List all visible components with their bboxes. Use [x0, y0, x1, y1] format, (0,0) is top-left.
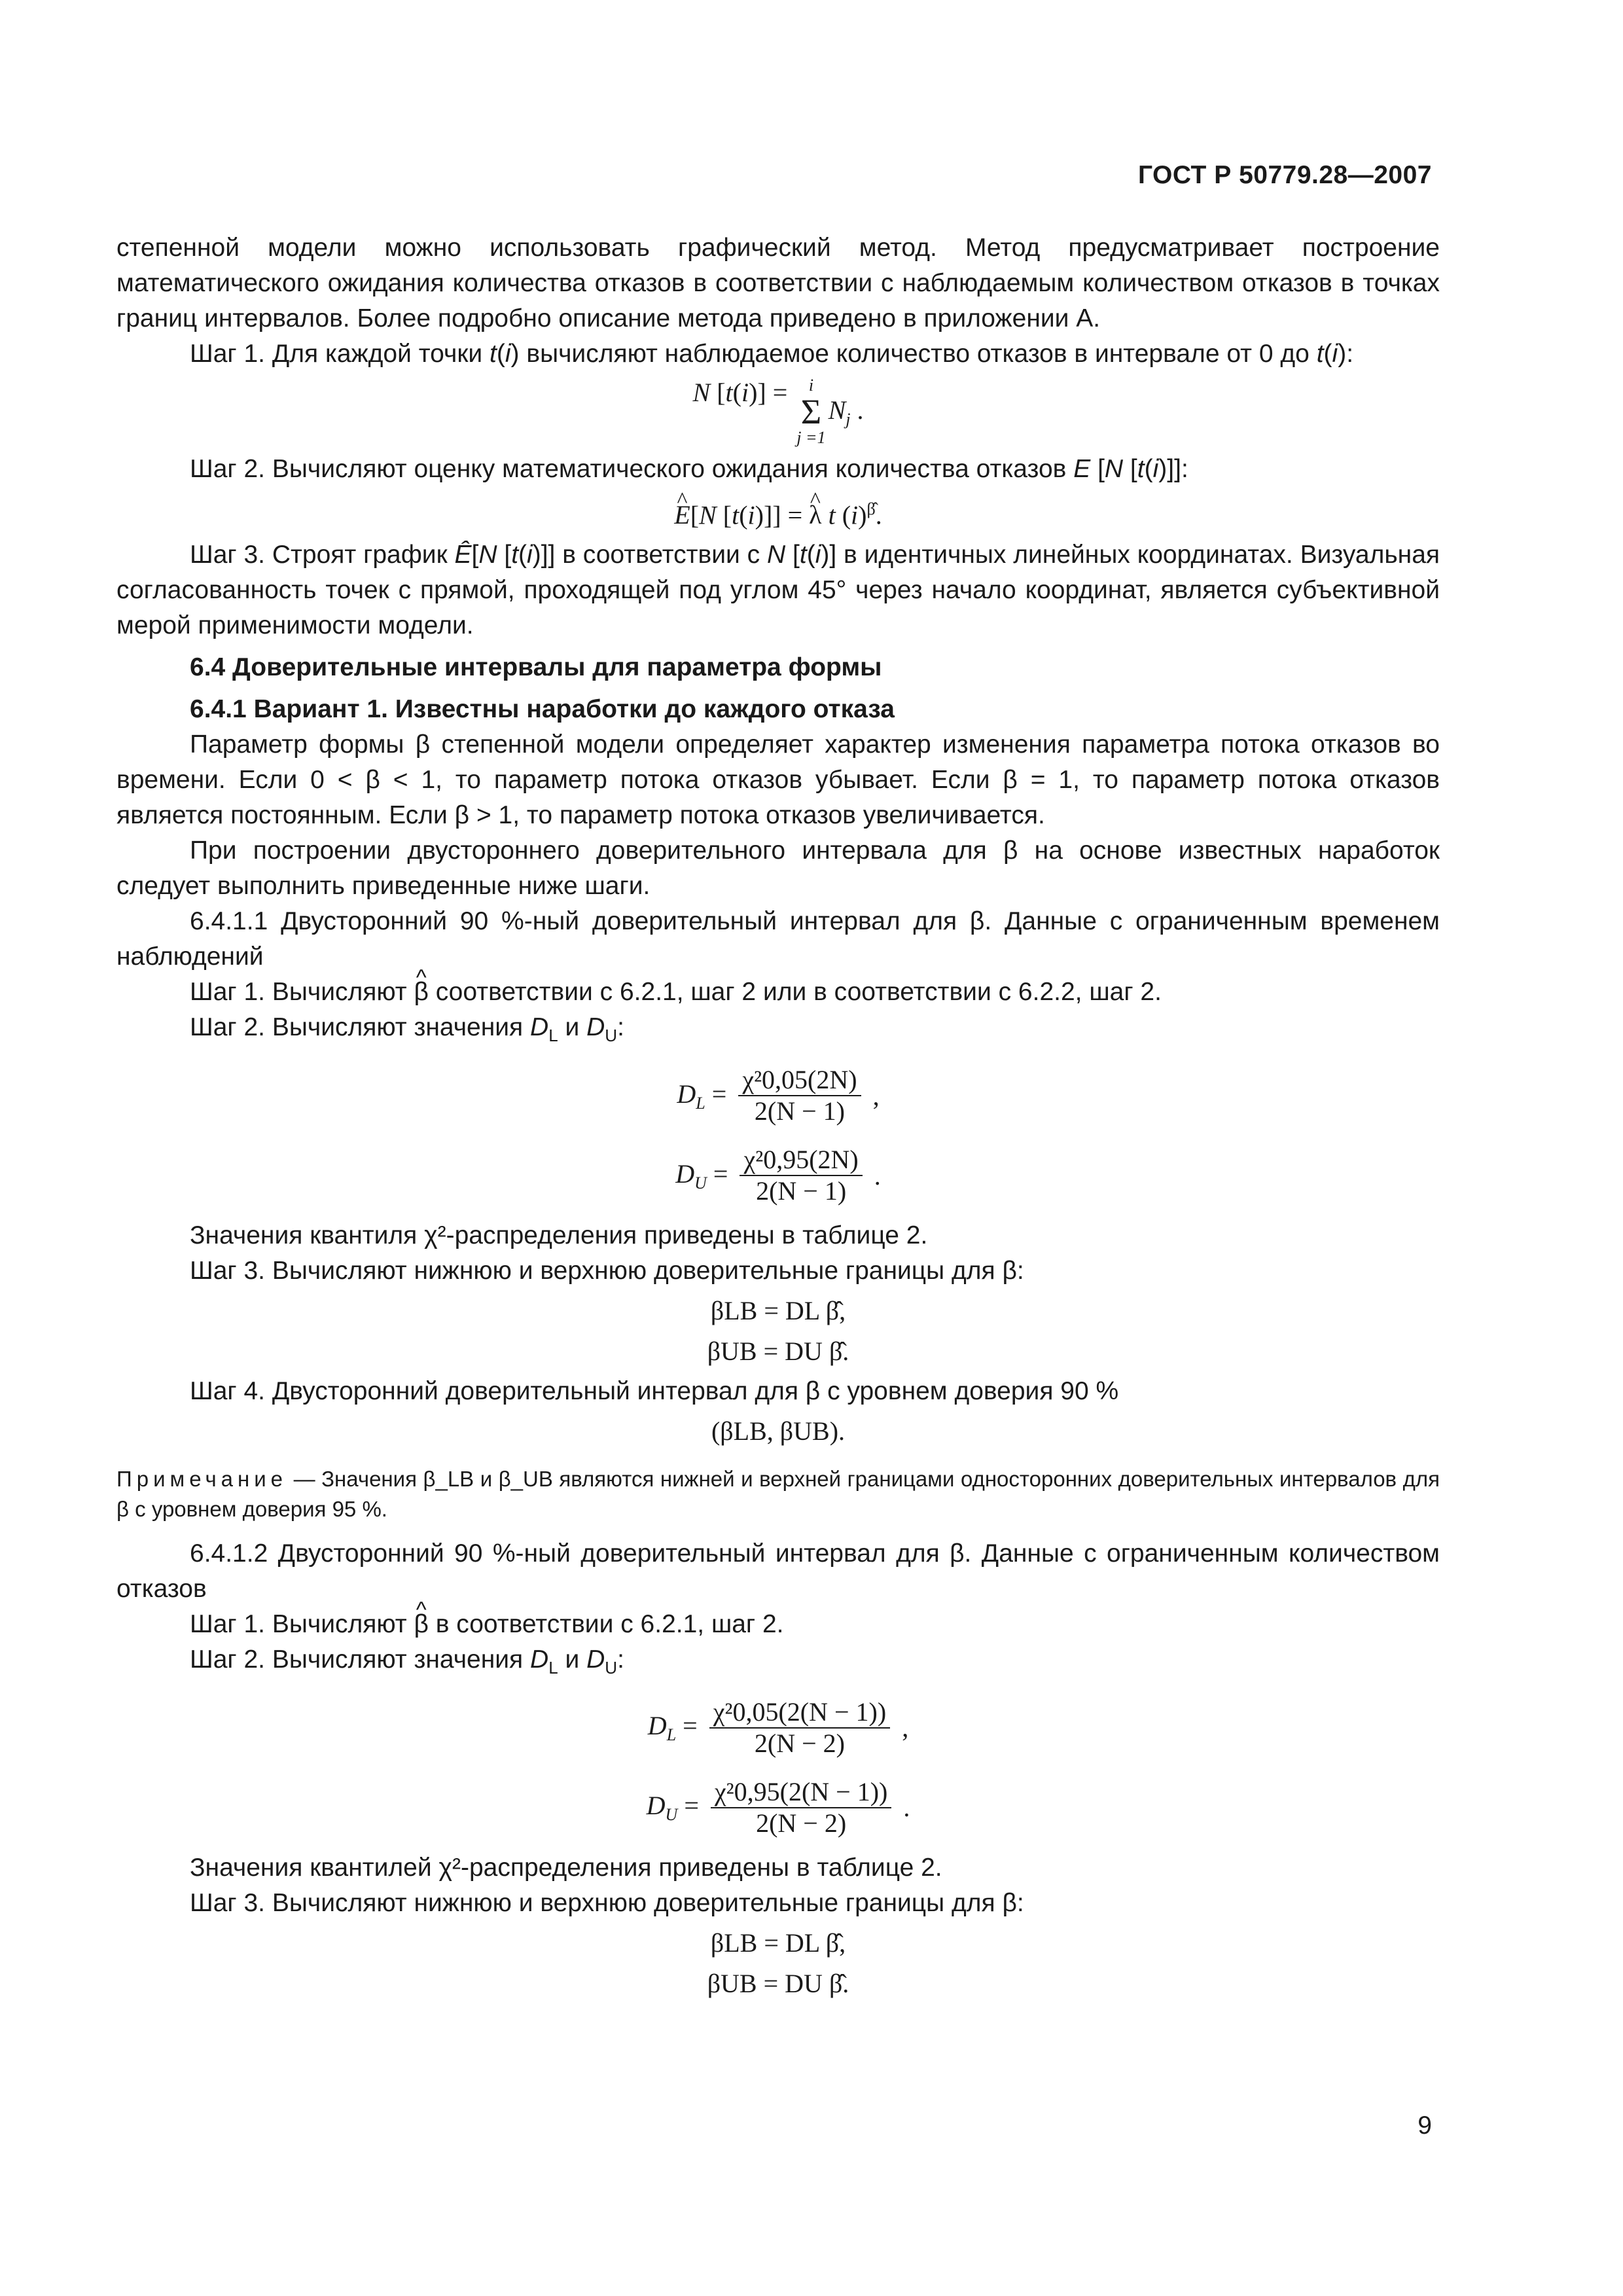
equation-du-1: $D_U$ = $\frac{\text{χ²0,95(2N)}}{2(N - 1)}$ . [675, 1145, 881, 1206]
sum-symbol: i Σ j =1 [796, 376, 826, 447]
note-label: Примечание [116, 1467, 288, 1492]
step-4-interval: Шаг 4. Двусторонний доверительный интервал для β с уровнем доверия 90 % [190, 1377, 1119, 1406]
step-2-compute-d-2: Шаг 2. Вычисляют значения $D_L$ и $D_U$: [190, 1645, 624, 1677]
equation-bub-2: βUB = DU β̂. [707, 1968, 849, 1998]
equation-bub-1: βUB = DU β̂. [707, 1336, 849, 1367]
section-heading-6-4-1: 6.4.1 Вариант 1. Известны наработки до каждого отказа [190, 695, 895, 724]
equation-sum: N [t(i)] = i Σ j =1 $N_j$ . [692, 376, 864, 447]
equation-blb-2: βLB = DL β̂, [710, 1928, 846, 1958]
page-content [116, 230, 1440, 2006]
step-2-compute-d: Шаг 2. Вычисляют значения $D_L$ и $D_U$: [190, 1013, 624, 1046]
step-1-compute-beta-2: Шаг 1. Вычисляют ^ β в соответствии с 6.2.1, шаг 2. [190, 1607, 1440, 1642]
step-2-text: Шаг 2. Вычисляют оценку математического ожидания количества отказов E [N [t(i)]]: [190, 455, 1188, 483]
step-3-bounds-2: Шаг 3. Вычисляют нижнюю и верхнюю доверительные границы для β: [190, 1888, 1024, 1917]
equation-blb-1: βLB = DL β̂, [710, 1296, 846, 1326]
section-heading-6-4: 6.4 Доверительные интервалы для параметра формы [190, 653, 882, 682]
equation-dl-1: $D_L$ = $\frac{\text{χ²0,05(2N)}}{2(N - 1)}$ , [677, 1065, 880, 1126]
paragraph-shape-parameter: Параметр формы β степенной модели определяет характер изменения параметра потока отказов во времени. Если 0 < β < 1, то параметр потока отказов убывает. Если β = 1, то параметр потока отказов является постоянным. Если β > 1, то параметр потока отказов увеличивается. [116, 730, 1440, 830]
step-3-text: Шаг 3. Строят график Ê[N [t(i)]] в соответствии с N [t(i)] в идентичных линейных координатах. Визуальная согласованность точек с прямой, проходящей под углом 45° через начало координат, является субъективной мерой применимости модели. [116, 541, 1440, 640]
equation-interval: (βLB, βUB). [711, 1416, 846, 1446]
equation-expectation: ^ E[N [t(i)]] = ^ λ t $(i)^{\betâ}$. [116, 491, 1440, 533]
equation-dl-2: $D_L$ = $\frac{\text{χ²0,05(2(N − 1))}}{2(N - 2)}$ , [647, 1696, 909, 1758]
page-number: 9 [1418, 2111, 1432, 2140]
chi-square-note-1: Значения квантиля χ²-распределения приведены в таблице 2. [190, 1221, 928, 1250]
paragraph-6-4-1-2: 6.4.1.2 Двусторонний 90 %-ный доверительный интервал для β. Данные с ограниченным количеством отказов [116, 1539, 1440, 1604]
paragraph-6-4-1-1: 6.4.1.1 Двусторонний 90 %-ный доверительный интервал для β. Данные с ограниченным временем наблюдений [116, 907, 1440, 971]
paragraph-construction: При построении двустороннего доверительного интервала для β на основе известных наработок следует выполнить приведенные ниже шаги. [116, 836, 1440, 901]
step-3-bounds-1: Шаг 3. Вычисляют нижнюю и верхнюю доверительные границы для β: [190, 1257, 1024, 1285]
equation-du-2: $D_U$ = $\frac{\text{χ²0,95(2(N − 1))}}{2(N - 2)}$ . [646, 1776, 910, 1838]
standard-header: ГОСТ Р 50779.28—2007 [1137, 161, 1432, 189]
chi-square-note-2: Значения квантилей χ²-распределения приведены в таблице 2. [190, 1853, 942, 1882]
paragraph-1: степенной модели можно использовать графический метод. Метод предусматривает построение математического ожидания количества отказов в соответствии с наблюдаемым количеством отказов в точках границ интервалов. Более подробно описание метода приведено в приложении А. [116, 234, 1440, 332]
step-1-text: Шаг 1. Для каждой точки t(i) вычисляют наблюдаемое количество отказов в интервале от 0 до t(i): [190, 340, 1354, 368]
step-1-compute-beta: Шаг 1. Вычисляют ^ β соответствии с 6.2.1, шаг 2 или в соответствии с 6.2.2, шаг 2. [190, 975, 1440, 1010]
note-block [116, 1464, 1440, 1524]
note-text: — Значения β_LB и β_UB являются нижней и верхней границами односторонних доверительных интервалов для β с уровнем доверия 95 %. [116, 1467, 1440, 1522]
